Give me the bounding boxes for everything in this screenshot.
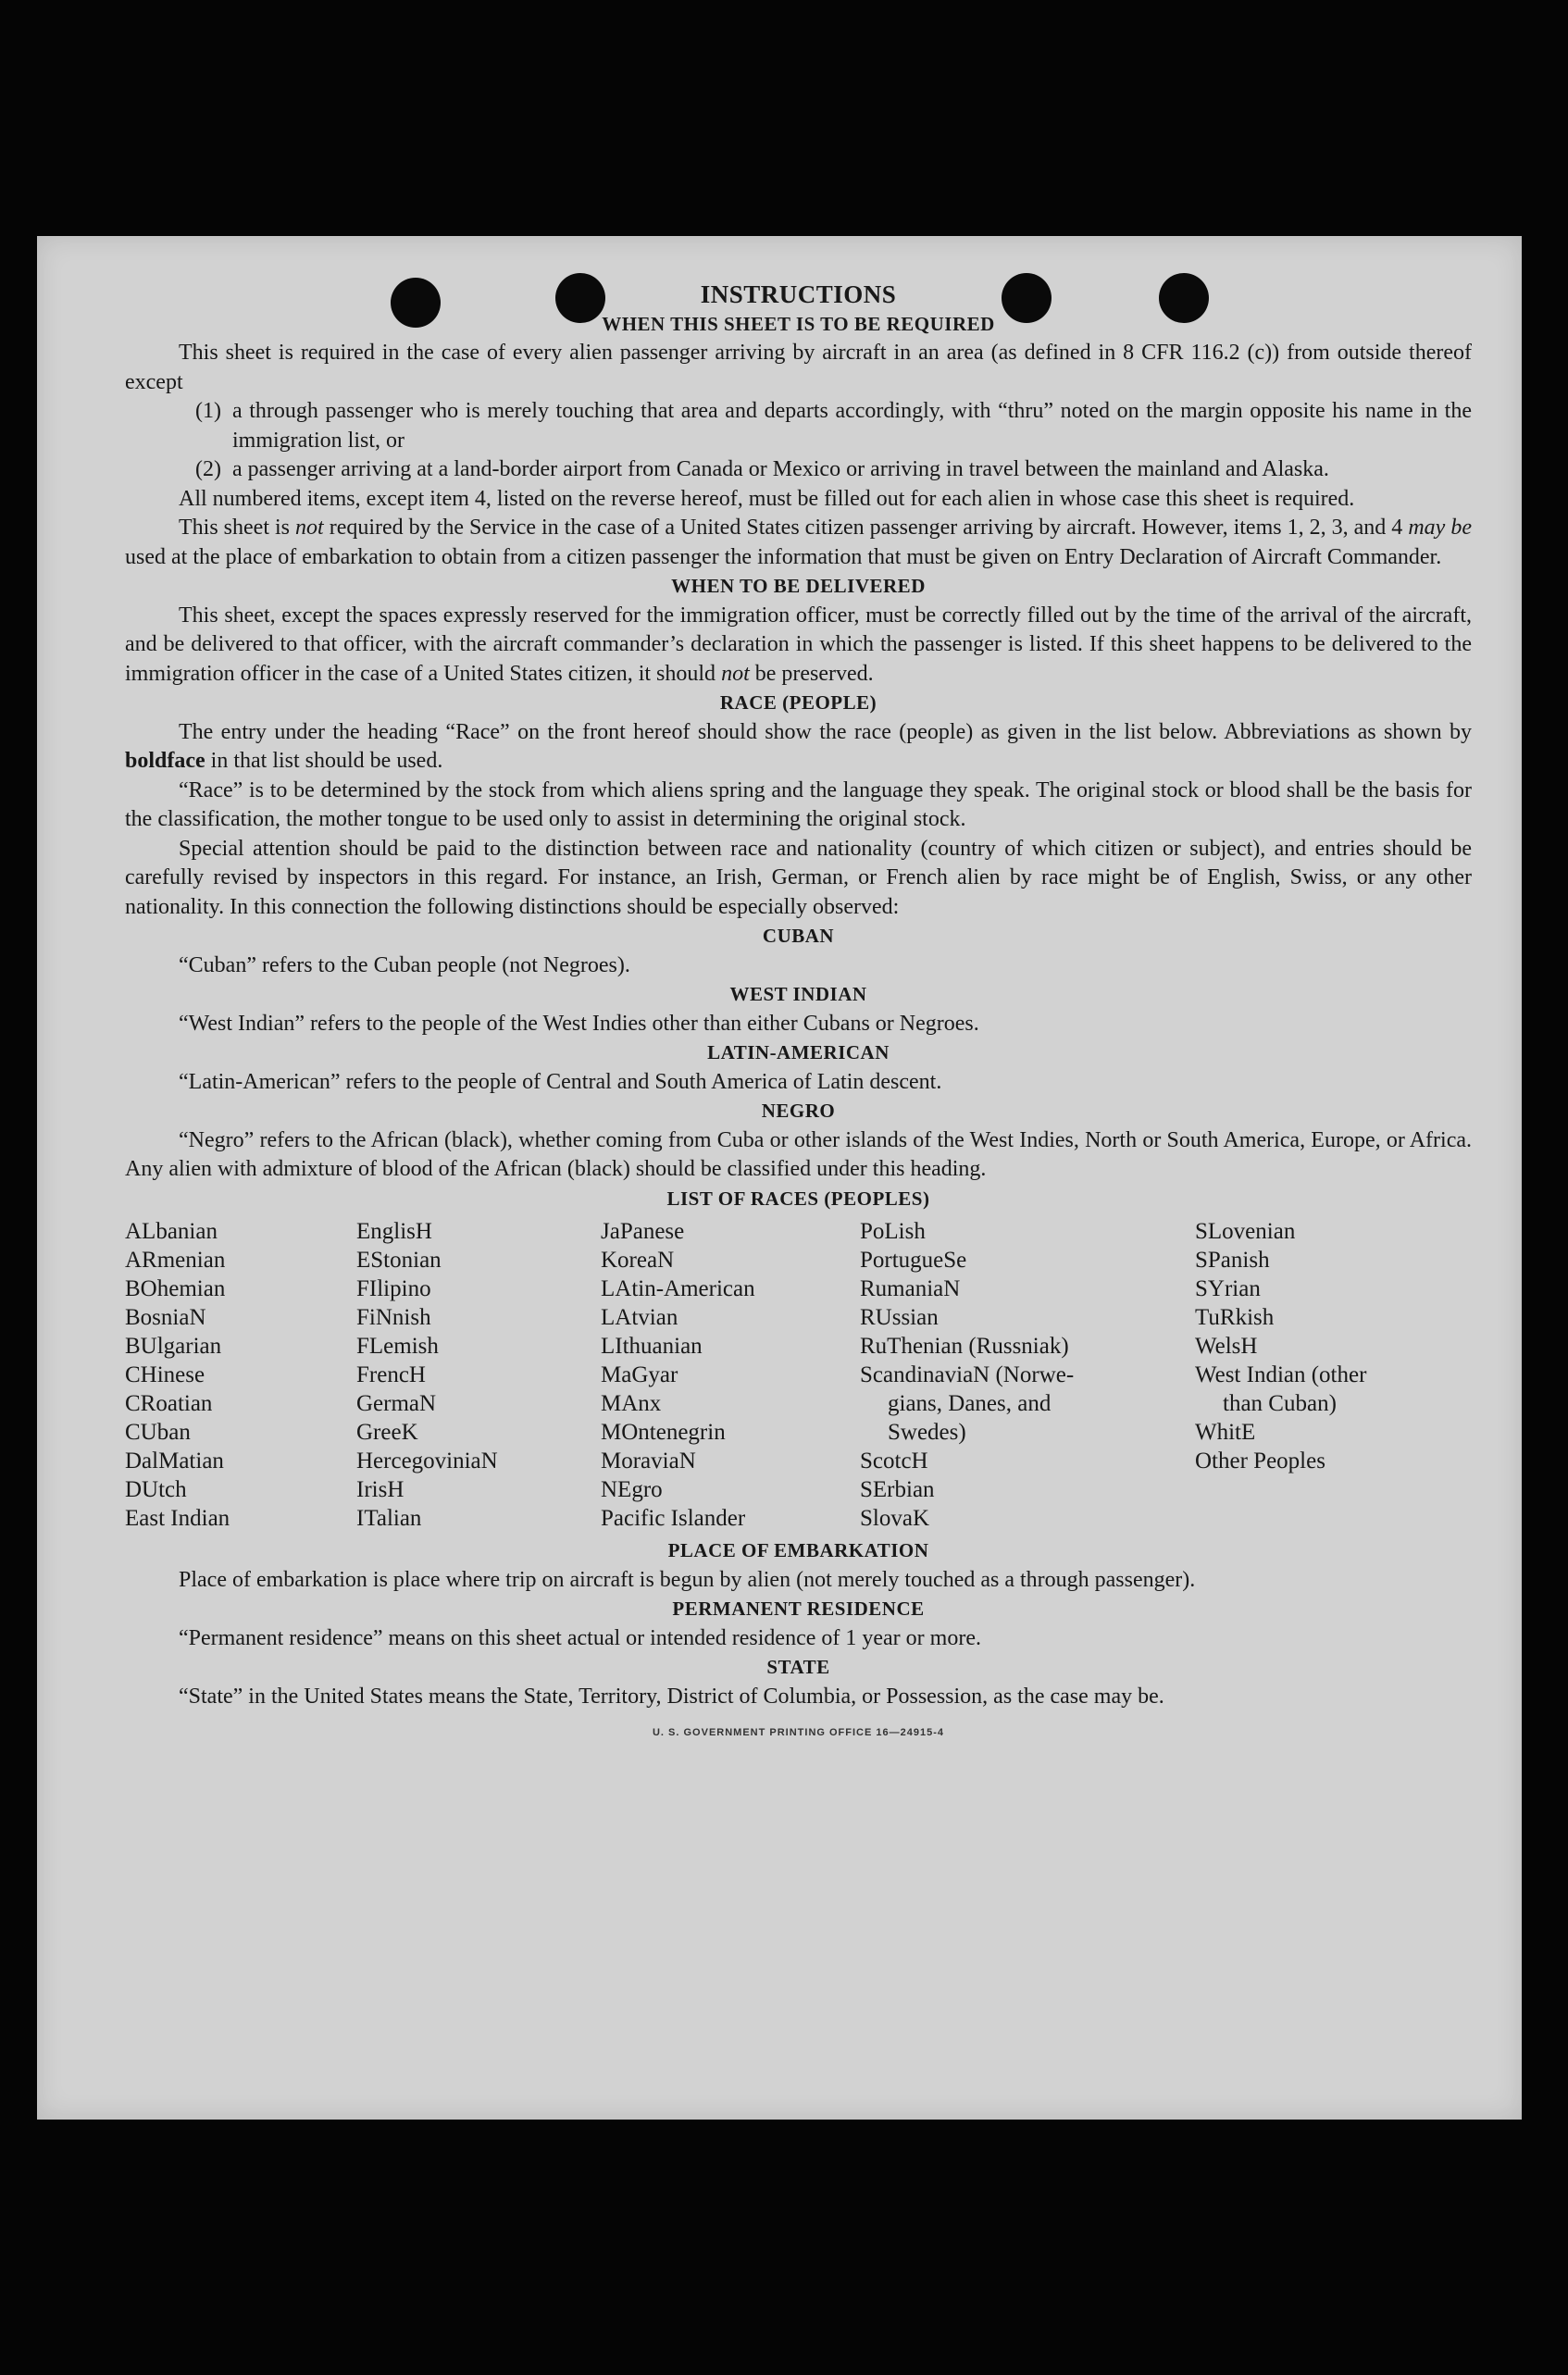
race-entry: SLovenian [1195, 1219, 1296, 1244]
race-entry: DalMatian [125, 1449, 224, 1473]
definition-state: “State” in the United States means the State, Territory, District of Columbia, or Possession, as the case may be. [179, 1684, 1164, 1709]
race-entry: GermaN [356, 1391, 437, 1416]
race-entry: BUlgarian [125, 1334, 222, 1359]
race-entry: Other Peoples [1195, 1449, 1325, 1473]
paragraph: All numbered items, except item 4, listed on the reverse hereof, must be filled out for each alien in whose case this sheet is required. [179, 486, 1355, 511]
paragraph: “Race” is to be determined by the stock from which aliens spring and the language they speak. The original stock or blood shall be the basis for the classification, the mother tongue to be used only to assist in determining the original stock. [125, 777, 1472, 831]
race-entry: CUban [125, 1420, 191, 1445]
race-entry: TuRkish [1195, 1305, 1275, 1330]
race-entry: CRoatian [125, 1391, 213, 1416]
race-entry: WhitE [1195, 1420, 1256, 1445]
race-entry: ScandinaviaN (Norwe- [860, 1362, 1075, 1387]
instructions-content [125, 280, 1472, 1748]
race-entry: FIlipino [356, 1276, 431, 1301]
race-entry: ALbanian [125, 1219, 218, 1244]
section-title-when-required: WHEN THIS SHEET IS TO BE REQUIRED [602, 312, 995, 335]
race-entry: SlovaK [860, 1506, 929, 1531]
section-title-races-list: LIST OF RACES (PEOPLES) [666, 1187, 930, 1210]
race-entry: BosniaN [125, 1305, 206, 1330]
item-number: (2) [195, 457, 221, 481]
race-entry: MaGyar [601, 1362, 678, 1387]
race-entry: IrisH [356, 1477, 404, 1502]
page-title: INSTRUCTIONS [700, 280, 897, 308]
races-column-1 [125, 1217, 356, 1533]
race-entry: NEgro [601, 1477, 663, 1502]
races-column-5 [1195, 1217, 1436, 1533]
definition-latin-american: “Latin-American” refers to the people of Central and South America of Latin descent. [179, 1069, 942, 1094]
races-column-4 [860, 1217, 1195, 1533]
race-entry: FLemish [356, 1334, 439, 1359]
race-entry: PortugueSe [860, 1248, 967, 1273]
list-item [125, 397, 1472, 455]
document-sheet [37, 236, 1522, 2120]
race-entry: KoreaN [601, 1248, 675, 1273]
race-entry: WelsH [1195, 1334, 1258, 1359]
race-entry: PoLish [860, 1219, 926, 1244]
definition-west-indian: “West Indian” refers to the people of the West Indies other than either Cubans or Negroes. [179, 1011, 979, 1036]
section-title-when-delivered: WHEN TO BE DELIVERED [671, 575, 926, 597]
section-title-race: RACE (PEOPLE) [719, 691, 877, 714]
race-entry: ITalian [356, 1506, 422, 1531]
list-item [125, 455, 1472, 485]
race-entry: West Indian (other [1195, 1362, 1367, 1387]
races-list [125, 1217, 1472, 1533]
race-entry: RumaniaN [860, 1276, 961, 1301]
item-text: a through passenger who is merely touching that area and departs accordingly, with “thru” noted on the margin opposite his name in the immigration list, or [232, 399, 1472, 453]
section-title-cuban: CUBAN [762, 925, 835, 947]
race-entry: RuThenian (Russniak) [860, 1334, 1069, 1359]
paragraph: This sheet is not required by the Service in the case of a United States citizen passenger arriving by aircraft. However, items 1, 2, 3, and 4 may be used at the place of embarkation to obtain from a citizen passenger the information that must be given on Entry Declaration of Aircraft Commander. [125, 516, 1472, 569]
race-entry: Pacific Islander [601, 1506, 746, 1531]
item-text: a passenger arriving at a land-border airport from Canada or Mexico or arriving in travel between the mainland and Alaska. [232, 457, 1329, 481]
race-entry: MAnx [601, 1391, 662, 1416]
races-column-2 [356, 1217, 601, 1533]
race-entry: HercegoviniaN [356, 1449, 498, 1473]
race-entry: ARmenian [125, 1248, 226, 1273]
race-entry: FrencH [356, 1362, 426, 1387]
race-entry: MOntenegrin [601, 1420, 726, 1445]
paragraph: The entry under the heading “Race” on the front hereof should show the race (people) as given in the list below. Abbreviations as shown by boldface in that list should be used. [125, 719, 1472, 773]
definition-cuban: “Cuban” refers to the Cuban people (not Negroes). [179, 952, 630, 977]
race-entry: SYrian [1195, 1276, 1261, 1301]
race-entry: MoraviaN [601, 1449, 696, 1473]
race-entry: than Cuban) [1223, 1391, 1337, 1416]
race-entry: Swedes) [888, 1420, 966, 1445]
section-title-residence: PERMANENT RESIDENCE [672, 1598, 925, 1620]
race-entry: EnglisH [356, 1219, 432, 1244]
race-entry: East Indian [125, 1506, 230, 1531]
definition-embarkation: Place of embarkation is place where trip on aircraft is begun by alien (not merely touched as a through passenger). [179, 1567, 1196, 1592]
race-entry: DUtch [125, 1477, 187, 1502]
race-entry: SPanish [1195, 1248, 1270, 1273]
paragraph: This sheet, except the spaces expressly reserved for the immigration officer, must be correctly filled out by the time of the arrival of the aircraft, and be delivered to that officer, with the aircraft commander’s declaration in which the passenger is listed. If this sheet happens to be delivered to the immigration officer in the case of a United States citizen, it should not be preserved. [125, 603, 1472, 686]
section-title-latin-american: LATIN-AMERICAN [707, 1041, 890, 1063]
races-column-3 [601, 1217, 860, 1533]
race-entry: FiNnish [356, 1305, 431, 1330]
race-entry: GreeK [356, 1420, 418, 1445]
paragraph: Special attention should be paid to the distinction between race and nationality (country of which citizen or subject), and entries should be carefully revised by inspectors in this regard. For instance, an Irish, German, or French alien by race might be of English, Swiss, or any other nationality. In this connection the following distinctions should be especially observed: [125, 836, 1472, 919]
definition-residence: “Permanent residence” means on this sheet actual or intended residence of 1 year or more. [179, 1625, 981, 1650]
definition-negro: “Negro” refers to the African (black), whether coming from Cuba or other islands of the West Indies, North or South America, Europe, or Africa. Any alien with admixture of blood of the African (black) should be classified under this heading. [125, 1127, 1472, 1181]
race-entry: SErbian [860, 1477, 935, 1502]
item-number: (1) [195, 399, 221, 423]
race-entry: JaPanese [601, 1219, 685, 1244]
race-entry: ScotcH [860, 1449, 928, 1473]
race-entry: gians, Danes, and [888, 1391, 1052, 1416]
section-title-negro: NEGRO [761, 1100, 836, 1122]
race-entry: LIthuanian [601, 1334, 703, 1359]
race-entry: EStonian [356, 1248, 442, 1273]
race-entry: BOhemian [125, 1276, 226, 1301]
section-title-west-indian: WEST INDIAN [729, 983, 867, 1005]
race-entry: RUssian [860, 1305, 939, 1330]
race-entry: LAtin-American [601, 1276, 755, 1301]
section-title-state: STATE [766, 1656, 830, 1678]
race-entry: CHinese [125, 1362, 205, 1387]
paragraph: This sheet is required in the case of every alien passenger arriving by aircraft in an area (as defined in 8 CFR 116.2 (c)) from outside thereof except [125, 341, 1472, 394]
section-title-embarkation: PLACE OF EMBARKATION [667, 1539, 929, 1561]
printer-imprint: U. S. GOVERNMENT PRINTING OFFICE 16—24915-4 [652, 1727, 944, 1738]
race-entry: LAtvian [601, 1305, 678, 1330]
